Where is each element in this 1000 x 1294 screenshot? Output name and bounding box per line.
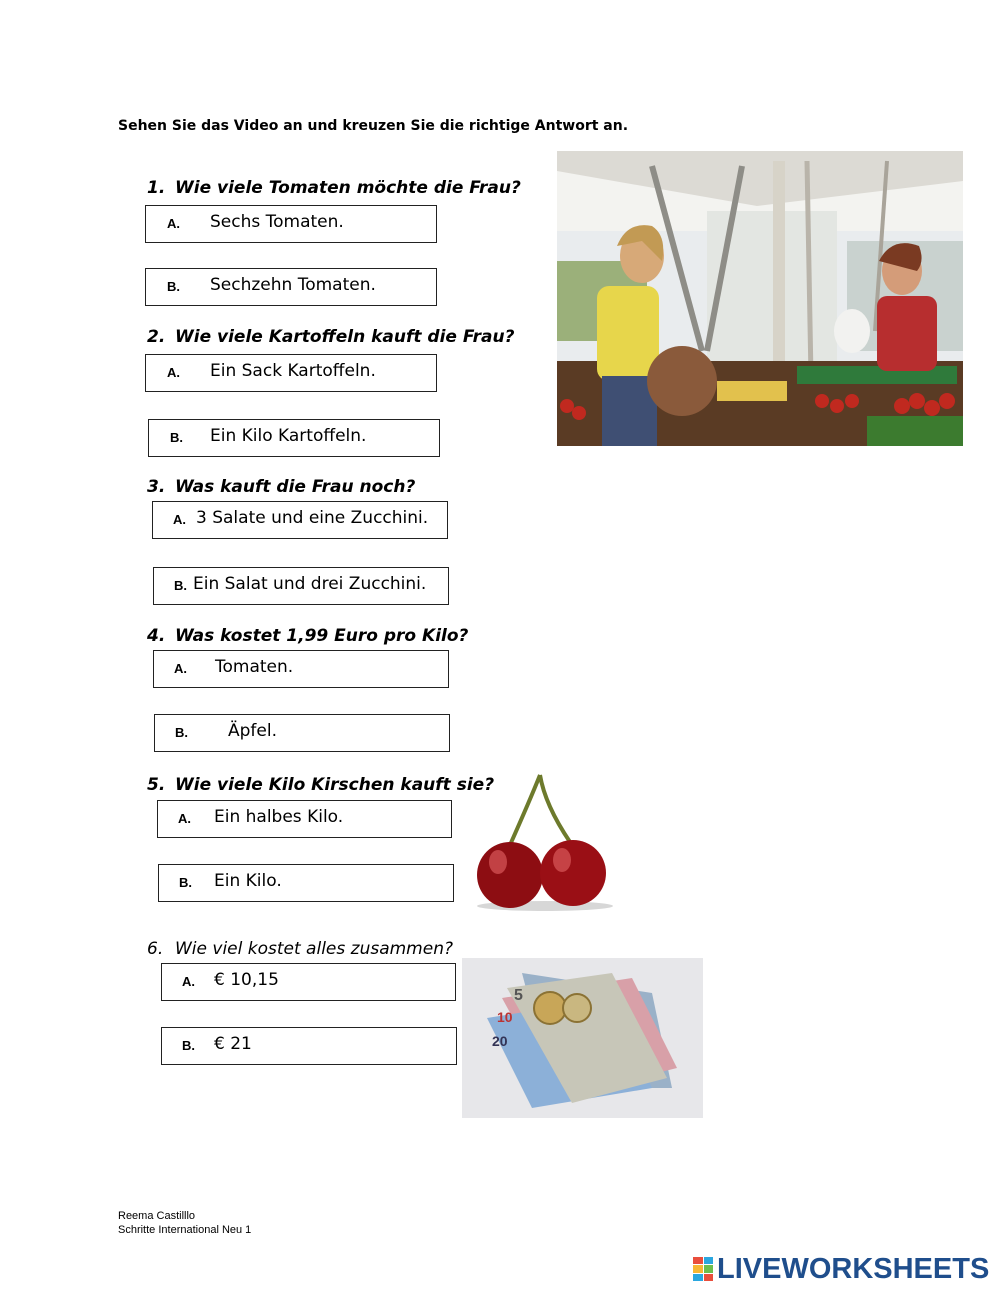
option-label: B. xyxy=(175,725,188,740)
q5-answer-b[interactable] xyxy=(158,864,454,902)
question-4: 4. Was kostet 1,99 Euro pro Kilo? xyxy=(147,626,469,646)
svg-text:5: 5 xyxy=(514,987,523,1004)
q5-answer-a[interactable] xyxy=(157,800,452,838)
option-label: A. xyxy=(182,974,195,989)
answer-text: Ein Kilo Kartoffeln. xyxy=(210,426,367,446)
q6-answer-a[interactable] xyxy=(161,963,456,1001)
market-stall-illustration xyxy=(557,151,963,446)
question-3: 3. Was kauft die Frau noch? xyxy=(147,477,416,497)
question-1-text: Wie viele Tomaten möchte die Frau? xyxy=(175,178,521,198)
q2-answer-b[interactable] xyxy=(148,419,440,457)
q3-answer-b[interactable] xyxy=(153,567,449,605)
source: Schritte International Neu 1 xyxy=(118,1224,252,1236)
q1-answer-a[interactable] xyxy=(145,205,437,243)
answer-text: Ein Salat und drei Zucchini. xyxy=(193,574,427,594)
cherries-photo xyxy=(470,770,620,912)
euro-money-photo xyxy=(462,958,703,1118)
question-5: 5. Wie viele Kilo Kirschen kauft sie? xyxy=(147,775,495,795)
option-label: A. xyxy=(178,811,191,826)
question-4-text: Was kostet 1,99 Euro pro Kilo? xyxy=(175,626,469,646)
q3-answer-a[interactable] xyxy=(152,501,448,539)
answer-text: € 10,15 xyxy=(214,970,279,990)
answer-text: € 21 xyxy=(214,1034,252,1054)
option-label: B. xyxy=(170,430,183,445)
question-2-text: Wie viele Kartoffeln kauft die Frau? xyxy=(175,327,515,347)
option-label: A. xyxy=(167,365,180,380)
answer-text: Tomaten. xyxy=(215,657,294,677)
answer-text: Ein Sack Kartoffeln. xyxy=(210,361,376,381)
q6-answer-b[interactable] xyxy=(161,1027,457,1065)
footer xyxy=(118,1209,251,1237)
market-stall-photo xyxy=(557,151,963,446)
answer-text: Ein Kilo. xyxy=(214,871,282,891)
svg-text:20: 20 xyxy=(492,1033,508,1049)
option-label: B. xyxy=(167,279,180,294)
q1-answer-b[interactable] xyxy=(145,268,437,306)
instructions: Sehen Sie das Video an und kreuzen Sie die richtige Antwort an. xyxy=(118,118,629,134)
option-label: B. xyxy=(182,1038,195,1053)
question-5-text: Wie viele Kilo Kirschen kauft sie? xyxy=(175,775,495,795)
q4-answer-a[interactable] xyxy=(153,650,449,688)
question-6-text: Wie viel kostet alles zusammen? xyxy=(175,939,453,959)
svg-text:10: 10 xyxy=(497,1009,513,1025)
answer-text: Ein halbes Kilo. xyxy=(214,807,344,827)
answer-text: Sechzehn Tomaten. xyxy=(210,275,376,295)
question-1: 1. Wie viele Tomaten möchte die Frau? xyxy=(147,178,521,198)
logo-icon xyxy=(693,1257,713,1281)
option-label: A. xyxy=(174,661,187,676)
question-2: 2. Wie viele Kartoffeln kauft die Frau? xyxy=(147,327,515,347)
option-label: B. xyxy=(179,875,192,890)
answer-text: Sechs Tomaten. xyxy=(210,212,344,232)
q4-answer-b[interactable] xyxy=(154,714,450,752)
answer-text: Äpfel. xyxy=(228,721,277,741)
option-label: A. xyxy=(173,512,186,527)
question-3-text: Was kauft die Frau noch? xyxy=(175,477,416,497)
question-6: 6. Wie viel kostet alles zusammen? xyxy=(147,939,453,959)
q2-answer-a[interactable] xyxy=(145,354,437,392)
author: Reema Castilllo xyxy=(118,1210,196,1222)
brand-name: LIVEWORKSHEETS xyxy=(717,1252,990,1285)
cherries-illustration xyxy=(470,770,620,912)
option-label: A. xyxy=(167,216,180,231)
euro-money-illustration xyxy=(462,958,703,1118)
answer-text: 3 Salate und eine Zucchini. xyxy=(196,508,429,528)
option-label: B. xyxy=(174,578,187,593)
liveworksheets-logo xyxy=(693,1252,989,1286)
